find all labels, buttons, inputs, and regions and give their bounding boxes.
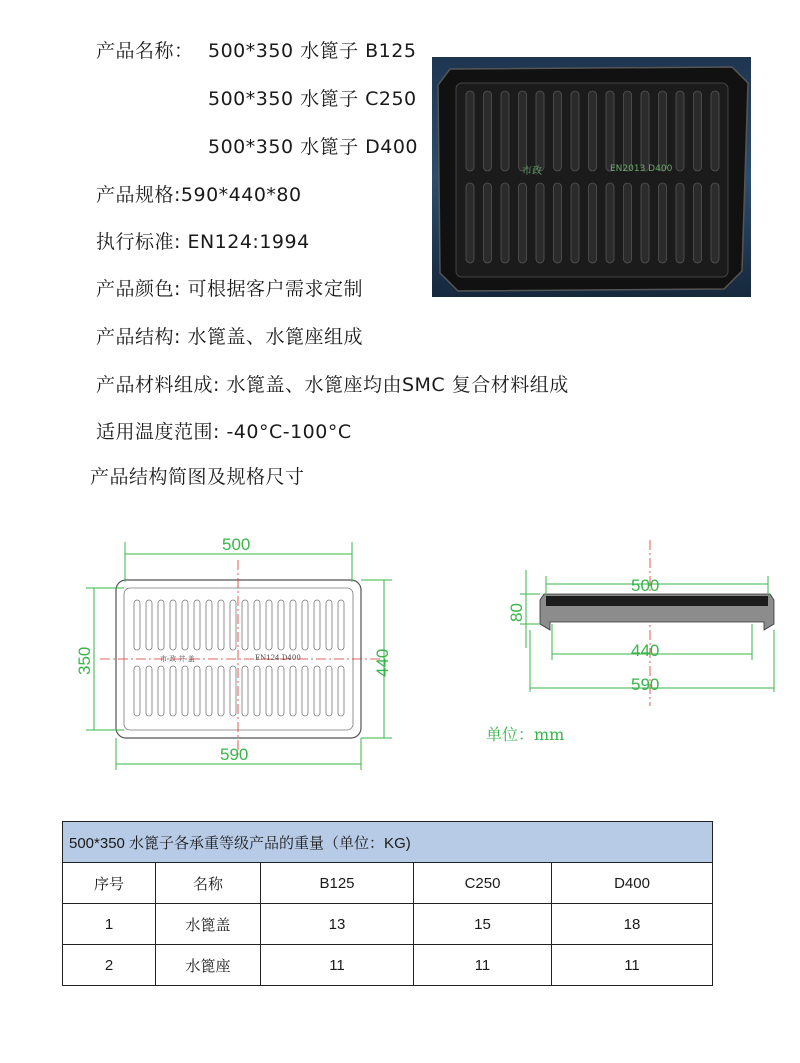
spec-name-label: 产品名称： xyxy=(96,40,194,62)
photo-slot xyxy=(501,91,509,171)
dim-side-80: 80 xyxy=(507,603,526,622)
drawing-slot xyxy=(182,666,188,716)
photo-mark-left: 市政 xyxy=(522,166,542,177)
drawing-slot xyxy=(314,666,320,716)
header-c250: C250 xyxy=(414,863,552,904)
unit-label: 单位：mm xyxy=(486,725,565,744)
photo-slot xyxy=(571,183,579,263)
photo-mark-right: EN2013 D400 xyxy=(610,164,673,174)
top-view xyxy=(75,535,392,770)
photo-slot xyxy=(711,91,719,171)
drawing-slot xyxy=(218,666,224,716)
photo-slot xyxy=(641,91,649,171)
photo-slot xyxy=(519,183,527,263)
spec-color: 产品颜色: 可根据客户需求定制 xyxy=(96,278,363,300)
cell-name: 水篦座 xyxy=(156,945,261,986)
table-row xyxy=(63,945,713,986)
drawing-mark-right: EN124 D400 xyxy=(255,654,301,662)
photo-slot xyxy=(606,183,614,263)
photo-slot xyxy=(589,183,597,263)
dim-side-590: 590 xyxy=(631,675,660,694)
header-d400: D400 xyxy=(552,863,713,904)
photo-slot xyxy=(554,91,562,171)
drawing-slot xyxy=(314,600,320,650)
weight-table xyxy=(62,821,713,986)
drawing-slot xyxy=(338,666,344,716)
photo-slot xyxy=(484,183,492,263)
photo-slot xyxy=(676,91,684,171)
drawing-slot xyxy=(194,666,200,716)
photo-slot xyxy=(676,183,684,263)
drawing-slot xyxy=(170,600,176,650)
cell-name: 水篦盖 xyxy=(156,904,261,945)
drawing-slot xyxy=(326,600,332,650)
structure-drawing xyxy=(0,520,800,780)
photo-slot xyxy=(659,183,667,263)
drawing-slot xyxy=(230,600,236,650)
cell-c250: 15 xyxy=(414,904,552,945)
spec-name-c250: 500*350 水篦子 C250 xyxy=(208,88,417,110)
drawing-slot xyxy=(194,600,200,650)
spec-material: 产品材料组成: 水篦盖、水篦座均由SMC 复合材料组成 xyxy=(96,374,569,396)
drawing-slot xyxy=(146,600,152,650)
dim-top-590: 590 xyxy=(220,745,249,764)
photo-slot xyxy=(624,183,632,263)
table-header-row xyxy=(63,863,713,904)
table-row xyxy=(63,904,713,945)
drawing-slot xyxy=(254,600,260,650)
drawing-slot xyxy=(290,666,296,716)
cell-b125: 13 xyxy=(261,904,414,945)
drawing-slot xyxy=(290,600,296,650)
drawing-slot xyxy=(134,666,140,716)
diagram-title: 产品结构简图及规格尺寸 xyxy=(90,466,305,488)
table-caption-row xyxy=(63,822,713,863)
photo-slot xyxy=(466,91,474,171)
cell-b125: 11 xyxy=(261,945,414,986)
dim-side-500: 500 xyxy=(631,576,660,595)
spec-name-d400: 500*350 水篦子 D400 xyxy=(208,136,419,158)
header-name: 名称 xyxy=(156,863,261,904)
photo-slot xyxy=(694,91,702,171)
drawing-slot xyxy=(254,666,260,716)
drawing-slot xyxy=(278,666,284,716)
table-caption: 500*350 水篦子各承重等级产品的重量（单位：KG) xyxy=(63,822,713,863)
drawing-slot xyxy=(242,600,248,650)
drawing-slot xyxy=(158,600,164,650)
drawing-slot xyxy=(302,666,308,716)
photo-slot xyxy=(589,91,597,171)
cell-index: 1 xyxy=(63,904,156,945)
photo-slot xyxy=(694,183,702,263)
drawing-slot xyxy=(218,600,224,650)
photo-slot xyxy=(606,91,614,171)
header-b125: B125 xyxy=(261,863,414,904)
spec-structure: 产品结构: 水篦盖、水篦座组成 xyxy=(96,326,363,348)
drawing-slot xyxy=(230,666,236,716)
photo-slot xyxy=(711,183,719,263)
drawing-slot xyxy=(266,666,272,716)
cell-d400: 18 xyxy=(552,904,713,945)
drawing-slot xyxy=(242,666,248,716)
photo-slot xyxy=(659,91,667,171)
photo-slot xyxy=(641,183,649,263)
drawing-slot xyxy=(146,666,152,716)
drawing-slot xyxy=(182,600,188,650)
spec-temperature: 适用温度范围: -40°C-100°C xyxy=(96,421,352,443)
drawing-slot xyxy=(266,600,272,650)
photo-slot xyxy=(536,183,544,263)
photo-slot xyxy=(571,91,579,171)
header-index: 序号 xyxy=(63,863,156,904)
spec-name-b125: 500*350 水篦子 B125 xyxy=(208,40,417,62)
cell-index: 2 xyxy=(63,945,156,986)
side-view xyxy=(507,540,774,706)
photo-slot xyxy=(466,183,474,263)
cell-d400: 11 xyxy=(552,945,713,986)
drawing-slot xyxy=(338,600,344,650)
drawing-slot xyxy=(302,600,308,650)
spec-standard: 执行标准: EN124:1994 xyxy=(96,231,310,253)
drawing-slot xyxy=(206,666,212,716)
dim-side-440: 440 xyxy=(631,641,660,660)
cell-c250: 11 xyxy=(414,945,552,986)
drawing-mark-left: 市 政 井 盖 xyxy=(160,655,195,663)
drawing-slot xyxy=(170,666,176,716)
drawing-slot xyxy=(206,600,212,650)
spec-size: 产品规格:590*440*80 xyxy=(96,184,302,206)
dim-top-440: 440 xyxy=(373,648,392,677)
photo-slot xyxy=(519,91,527,171)
photo-slot xyxy=(554,183,562,263)
drawing-slot xyxy=(326,666,332,716)
dim-top-500: 500 xyxy=(222,535,251,554)
photo-slot xyxy=(536,91,544,171)
photo-slot xyxy=(624,91,632,171)
dim-top-350: 350 xyxy=(75,646,94,675)
photo-slot xyxy=(501,183,509,263)
photo-slot xyxy=(484,91,492,171)
drawing-slot xyxy=(158,666,164,716)
product-photo xyxy=(432,57,751,297)
drawing-slot xyxy=(278,600,284,650)
drawing-slot xyxy=(134,600,140,650)
